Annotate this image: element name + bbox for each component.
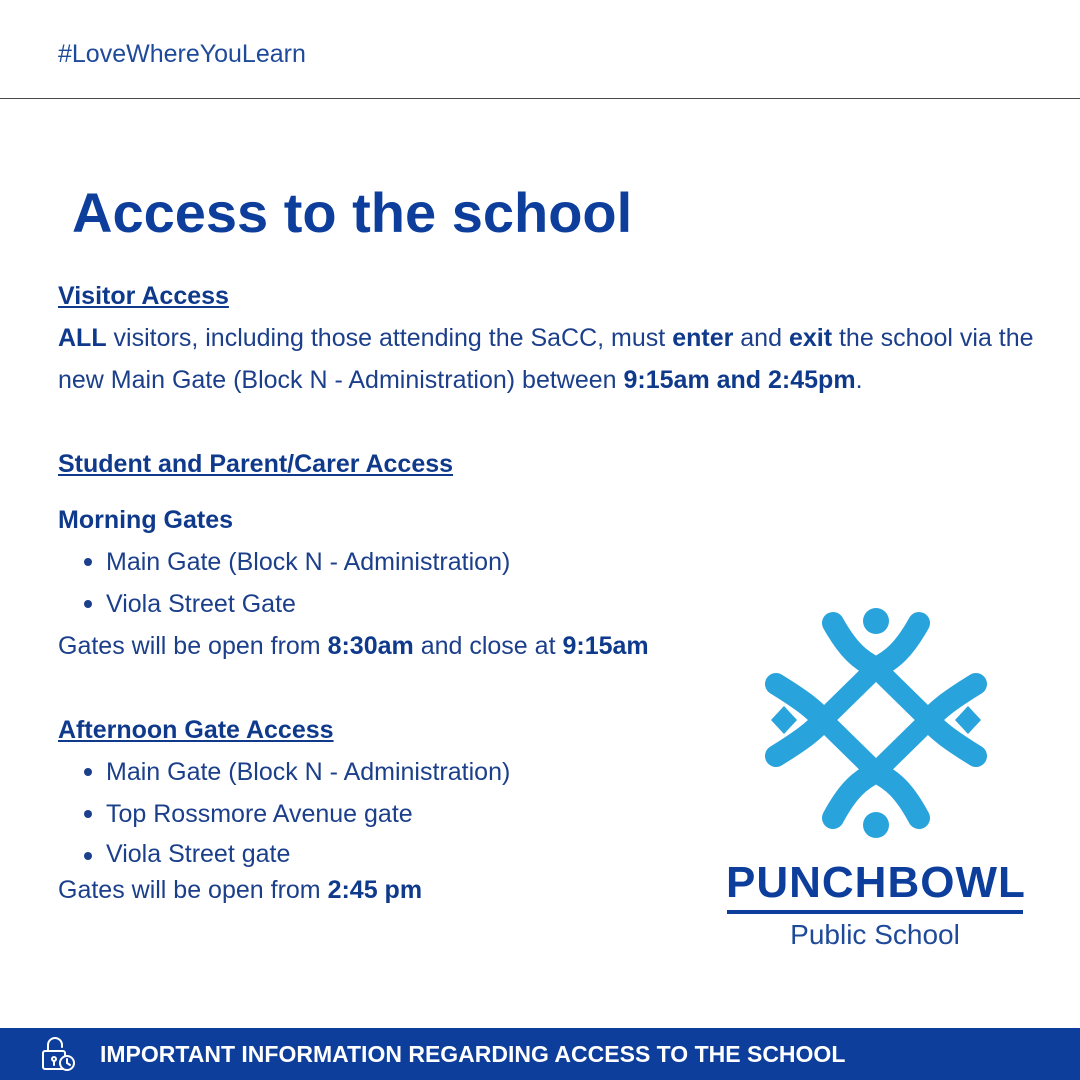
morning-gates-heading: Morning Gates	[58, 506, 234, 534]
logo-wordmark: PUNCHBOWL	[726, 858, 1026, 907]
footer-text: IMPORTANT INFORMATION REGARDING ACCESS TO THE SCHOOL	[100, 1041, 846, 1067]
student-access-heading: Student and Parent/Carer Access	[58, 450, 454, 478]
logo-underline	[727, 910, 1023, 914]
page-title: Access to the school	[72, 181, 633, 244]
list-item: Main Gate (Block N - Administration)	[106, 751, 1068, 793]
afternoon-access-heading: Afternoon Gate Access	[58, 716, 334, 744]
list-item: Viola Street gate	[106, 835, 1068, 873]
afternoon-gates-hours: Gates will be open from 2:45 pm	[58, 876, 423, 904]
list-item: Main Gate (Block N - Administration)	[106, 541, 1068, 583]
footer-banner	[0, 1028, 1080, 1080]
morning-gates-hours: Gates will be open from 8:30am and close at 9:15am	[58, 632, 649, 660]
list-item: Top Rossmore Avenue gate	[106, 793, 1068, 835]
header-divider	[0, 98, 1080, 99]
hashtag: #LoveWhereYouLearn	[58, 40, 306, 68]
logo-subtitle: Public School	[790, 919, 960, 950]
visitor-access-heading: Visitor Access	[58, 282, 229, 310]
padlock-clock-icon	[38, 1034, 78, 1074]
list-item: Viola Street Gate	[106, 583, 1068, 625]
visitor-access-text: ALL visitors, including those attending the SaCC, must enter and exit the school via the new Main Gate (Block N - Administration) between 9:15am and 2:45pm.	[58, 324, 1034, 394]
